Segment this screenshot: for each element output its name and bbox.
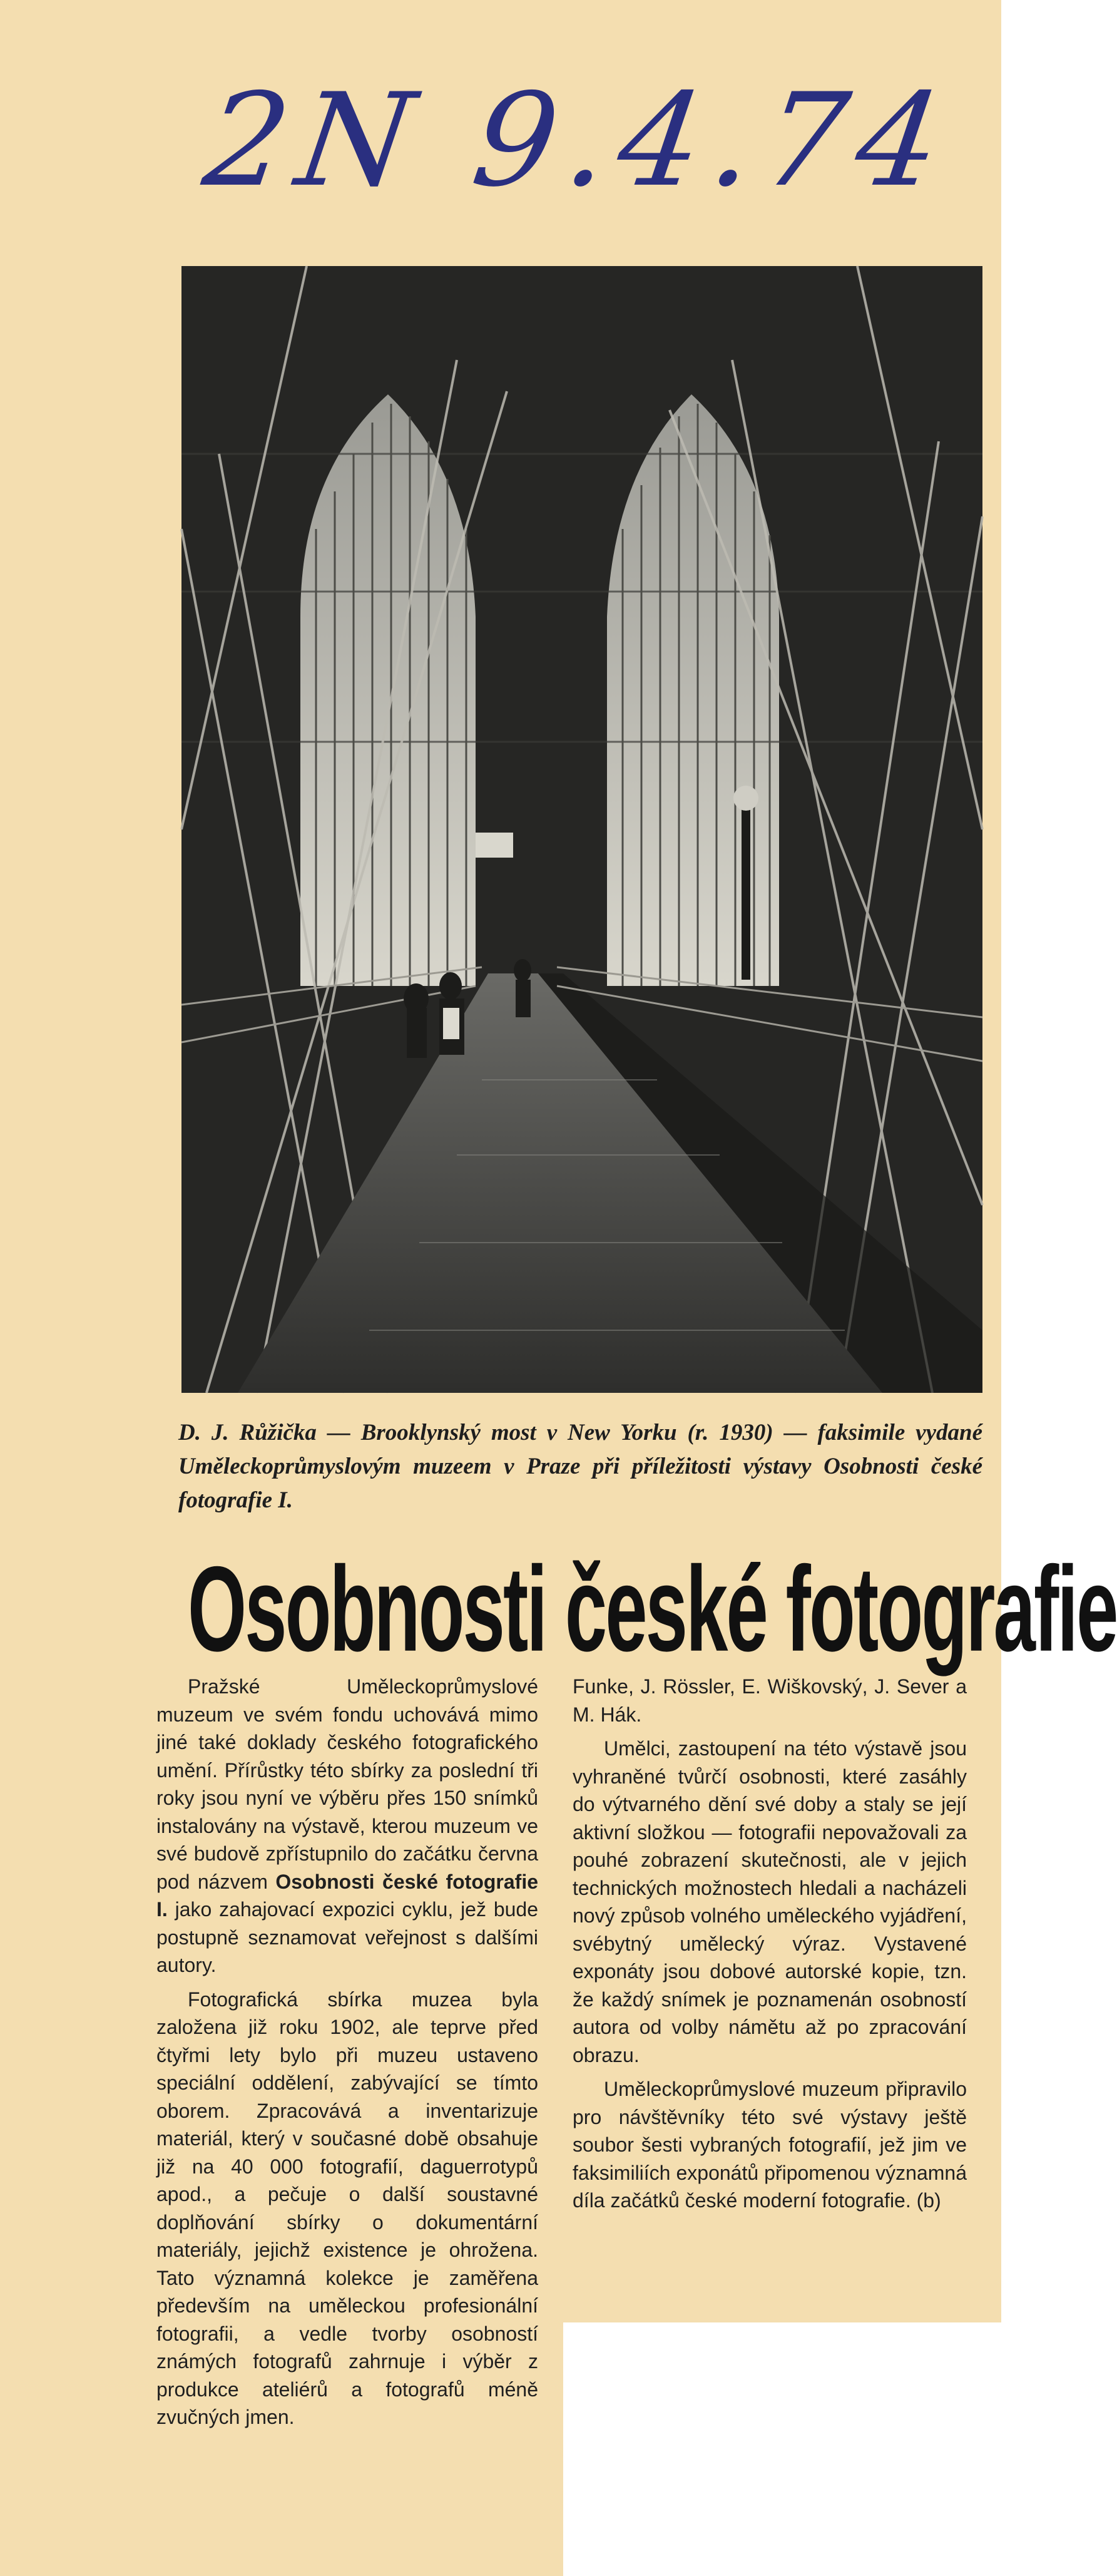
article-paragraph: Uměleckoprůmyslové muzeum připravilo pro návštěvníky této své výstavy ještě soubor šesti vybraných fotografií, jež jim ve faksimiliích exponátů připomenou významná díla začátků české moderní fotografie. (b) bbox=[573, 2078, 967, 2212]
handwritten-date-note: 2N 9.4.74 bbox=[196, 66, 961, 215]
article-headline bbox=[188, 1541, 1117, 1677]
brooklyn-bridge-photograph bbox=[181, 266, 982, 1393]
exhibition-title: Osobnosti české fotografie I. bbox=[156, 1870, 538, 1921]
photo-caption: D. J. Růžička — Brooklynský most v New Yorku (r. 1930) — faksimile vydané Uměleckoprůmyslovým muzeem v Praze při příležitosti výstavy Osobnosti české fotografie I. bbox=[178, 1420, 982, 1513]
paragraph-text: Pražské Uměleckoprůmyslové muzeum ve svém fondu uchovává mimo jiné také doklady českého fotografického umění. Přírůstky této sbírky za poslední tři roky jsou nyní ve výběru přes 150 snímků instalovány na výstavě, kterou muzeum ve své budově zpřístupnilo do začátku června pod názvem bbox=[156, 1675, 538, 1893]
article-column-left bbox=[156, 1673, 538, 2431]
headline-text: Osobnosti české fotografie bbox=[188, 1541, 1117, 1677]
paragraph-text: jako zahajovací expozici cyklu, jež bude postupně seznamovat veřejnost s dalšími autory. bbox=[156, 1898, 538, 1976]
article-paragraph: Fotografická sbírka muzea byla založena již roku 1902, ale teprve před čtyřmi lety bylo při muzeu ustaveno speciální oddělení, zabývající se tímto oborem. Zpracovává a inventarizuje materiál, který v současné době obsahuje již na 40 000 fotografií, daguerrotypů apod., a pečuje o další soustavné doplňování sbírky o dokumentární materiály, jejichž existence je ohrožena. Tato významná kolekce je zaměřena především na uměleckou profesionální fotografii, a vedle tvorby osobností známých fotografů zahrnuje i výběr z produkce ateliérů a fotografů méně zvučných jmen. bbox=[156, 1988, 538, 2428]
article-paragraph bbox=[156, 1673, 538, 1979]
article-paragraph: Umělci, zastoupení na této výstavě jsou vyhraněné tvůrčí osobnosti, které zasáhly do výtvarného dění své doby a staly se její aktivní složkou — fotografii nepovažovali za pouhé zobrazení skutečnosti, ale v jejich technických možnostech hledali a nacházeli nový způsob volného uměleckého vyjádření, svébytný umělecký výraz. Vystavené exponáty jsou dobové autorské kopie, tzn. že každý snímek je poznamenán osobností autora od volby námětu až po zpracování obrazu. bbox=[573, 1737, 967, 2066]
article-column-right bbox=[573, 1673, 967, 2215]
clipping-cut-edge bbox=[563, 2322, 1001, 2576]
photograph-brooklyn-bridge-icon bbox=[181, 266, 982, 1393]
article-paragraph: Funke, J. Rössler, E. Wiškovský, J. Sever a M. Hák. bbox=[573, 1675, 967, 1726]
